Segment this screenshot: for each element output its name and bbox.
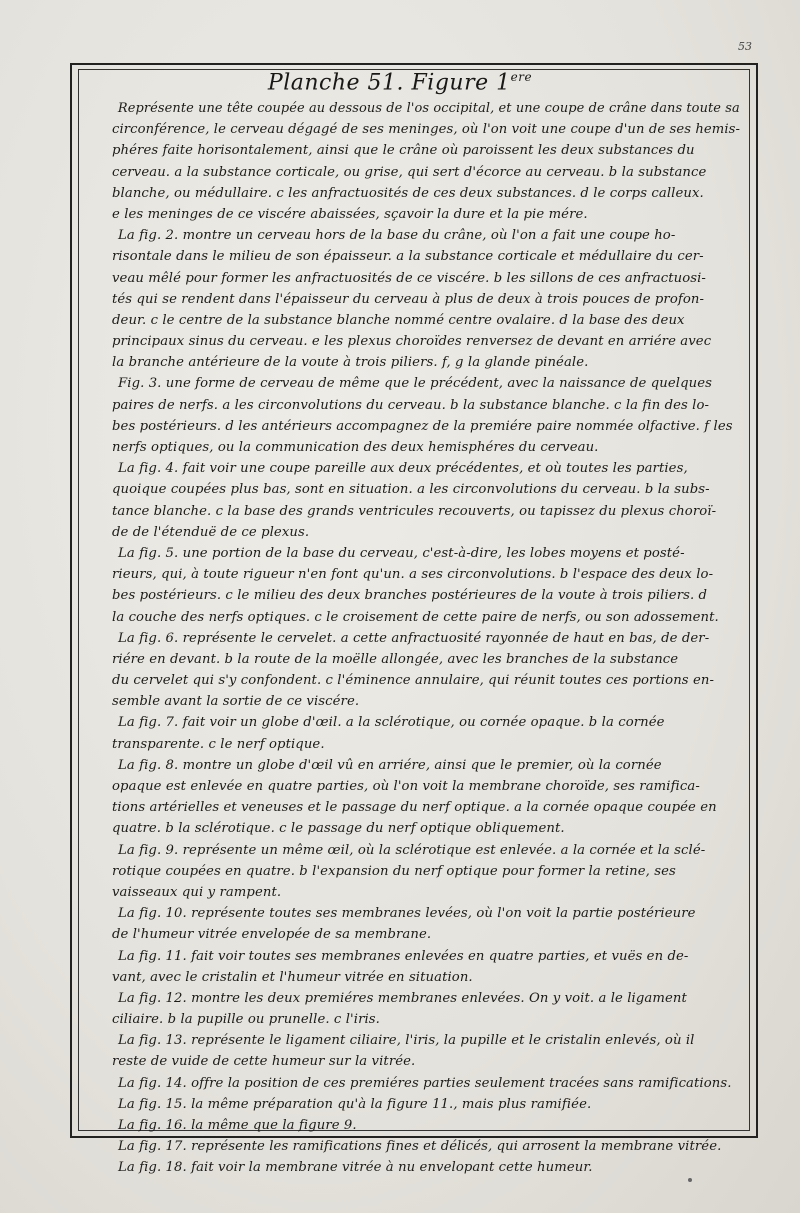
text-line: La fig. 9. représente un même œil, où la sclérotique est enlevée. a la cornée et la sclé- (118, 842, 706, 858)
text-line: de de l'étenduë de ce plexus. (112, 524, 310, 540)
text-line: Fig. 3. une forme de cerveau de même que le précédent, avec la naissance de quelques (118, 376, 712, 392)
text-line: semble avant la sortie de ce viscére. (112, 694, 360, 710)
paragraph-figure-2 (112, 225, 740, 373)
plate-title (0, 70, 800, 95)
text-line: de l'humeur vitrée envelopée de sa membrane. (112, 927, 432, 943)
paragraph-figure-18 (112, 1157, 740, 1178)
text-line: tance blanche. c la base des grands ventricules recouverts, ou tapissez du plexus choroï- (112, 503, 717, 519)
paragraph-figure-6 (112, 628, 740, 713)
paragraph-figure-7 (112, 712, 740, 754)
text-line: La fig. 13. représente le ligament ciliaire, l'iris, la pupille et le cristalin enlevés, où il (118, 1033, 695, 1049)
text-line: riére en devant. b la route de la moëlle allongée, avec les branches de la substance (112, 651, 679, 667)
text-line: La fig. 18. fait voir la membrane vitrée à nu envelopant cette humeur. (118, 1160, 593, 1176)
paragraph-figure-14 (112, 1073, 740, 1094)
text-line: La fig. 16. la même que la figure 9. (118, 1118, 357, 1133)
text-line: risontale dans le milieu de son épaisseur. a la substance corticale et médullaire du cer- (112, 249, 704, 265)
paragraph-figure-1 (112, 98, 740, 225)
text-line: rotique coupées en quatre. b l'expansion du nerf optique pour former la retine, ses (112, 863, 676, 879)
text-line: La fig. 15. la même préparation qu'à la figure 11., mais plus ramifiée. (118, 1096, 592, 1112)
paragraph-figure-3 (112, 373, 740, 458)
text-line: cerveau. a la substance corticale, ou grise, qui sert d'écorce au cerveau. b la substance (112, 164, 707, 180)
text-line: quoique coupées plus bas, sont en situation. a les circonvolutions du cerveau. b la subs- (112, 482, 710, 498)
text-line: La fig. 11. fait voir toutes ses membranes enlevées en quatre parties, et vuës en de- (118, 948, 689, 964)
paragraph-figure-12 (112, 988, 740, 1030)
text-line: blanche, ou médullaire. c les anfractuosités de ces deux substances. d le corps calleux. (112, 185, 704, 201)
paragraph-figure-10 (112, 903, 740, 945)
text-line: La fig. 6. représente le cervelet. a cette anfractuosité rayonnée de haut en bas, de der- (118, 630, 710, 646)
text-line: la couche des nerfs optiques. c le croisement de cette paire de nerfs, ou son adossement. (112, 609, 719, 625)
text-line: bes postérieurs. d les antérieurs accompagnez de la premiére paire nommée olfactive. f les (112, 418, 733, 434)
paragraph-figure-15 (112, 1094, 740, 1115)
plate-title-suffix: ere (510, 70, 533, 84)
text-line: e les meninges de ce viscére abaissées, sçavoir la dure et la pie mére. (112, 206, 588, 222)
page-number: 53 (738, 40, 752, 53)
text-line: veau mêlé pour former les anfractuosités de ce viscére. b les sillons de ces anfractuosi- (112, 270, 706, 286)
text-line: rieurs, qui, à toute rigueur n'en font qu'un. a ses circonvolutions. b l'espace des deux lo- (112, 567, 714, 583)
text-line: La fig. 17. représente les ramifications fines et délicés, qui arrosent la membrane vitrée. (118, 1139, 722, 1155)
text-line: La fig. 14. offre la position de ces premiéres parties seulement tracées sans ramifications. (118, 1075, 732, 1091)
ink-speck (688, 1178, 692, 1182)
text-line: La fig. 2. montre un cerveau hors de la base du crâne, où l'on a fait une coupe ho- (118, 228, 676, 244)
text-line: La fig. 10. représente toutes ses membranes levées, où l'on voit la partie postérieure (118, 906, 696, 922)
text-line: La fig. 7. fait voir un globe d'œil. a la sclérotique, ou cornée opaque. b la cornée (118, 715, 665, 731)
text-line: quatre. b la sclérotique. c le passage du nerf optique obliquement. (112, 821, 565, 837)
paragraph-figure-8 (112, 755, 740, 840)
text-line: ciliaire. b la pupille ou prunelle. c l'iris. (112, 1012, 380, 1028)
text-line: La fig. 8. montre un globe d'œil vû en arriére, ainsi que le premier, où la cornée (118, 757, 662, 773)
text-line: paires de nerfs. a les circonvolutions du cerveau. b la substance blanche. c la fin des lo- (112, 397, 710, 413)
text-line: La fig. 4. fait voir une coupe pareille aux deux précédentes, et où toutes les parties, (118, 461, 688, 477)
text-line: La fig. 5. une portion de la base du cerveau, c'est-à-dire, les lobes moyens et posté- (118, 545, 685, 561)
text-line: nerfs optiques, ou la communication des deux hemisphéres du cerveau. (112, 440, 599, 455)
text-line: tés qui se rendent dans l'épaisseur du cerveau à plus de deux à trois pouces de profon- (112, 291, 705, 307)
text-line: la branche antérieure de la voute à trois piliers. f, g la glande pinéale. (112, 355, 589, 371)
text-line: du cervelet qui s'y confondent. c l'éminence annulaire, qui réunit toutes ces portions en- (112, 673, 715, 689)
paragraph-figure-4 (112, 458, 740, 543)
paragraph-figure-13 (112, 1030, 740, 1072)
plate-description (112, 98, 740, 1179)
text-line: transparente. c le nerf optique. (112, 736, 325, 752)
plate-title-main: Planche 51. Figure 1 (267, 70, 511, 96)
text-line: vaisseaux qui y rampent. (112, 884, 282, 900)
text-line: principaux sinus du cerveau. e les plexus choroïdes renversez de devant en arriére avec (112, 334, 712, 350)
paragraph-figure-17 (112, 1136, 740, 1157)
paragraph-figure-5 (112, 543, 740, 628)
text-line: phéres faite horisontalement, ainsi que le crâne où paroissent les deux substances du (112, 143, 695, 159)
text-line: tions artérielles et veneuses et le passage du nerf optique. a la cornée opaque coupée en (112, 800, 717, 816)
text-line: opaque est enlevée en quatre parties, où l'on voit la membrane choroïde, ses ramifica- (112, 779, 700, 794)
text-line: bes postérieurs. c le milieu des deux branches postérieures de la voute à trois piliers. d (112, 588, 708, 604)
paragraph-figure-11 (112, 946, 740, 988)
text-line: Représente une tête coupée au dessous de l'os occipital, et une coupe de crâne dans toute sa (117, 101, 740, 116)
text-line: La fig. 12. montre les deux premiéres membranes enlevées. On y voit. a le ligament (118, 990, 687, 1006)
paragraph-figure-16 (112, 1115, 740, 1136)
text-line: circonférence, le cerveau dégagé de ses meninges, où l'on voit une coupe d'un de ses hemis- (112, 122, 741, 138)
paragraph-figure-9 (112, 840, 740, 904)
text-line: reste de vuide de cette humeur sur la vitrée. (112, 1054, 416, 1070)
text-line: deur. c le centre de la substance blanche nommé centre ovalaire. d la base des deux (112, 312, 685, 328)
text-line: vant, avec le cristalin et l'humeur vitrée en situation. (112, 969, 473, 985)
